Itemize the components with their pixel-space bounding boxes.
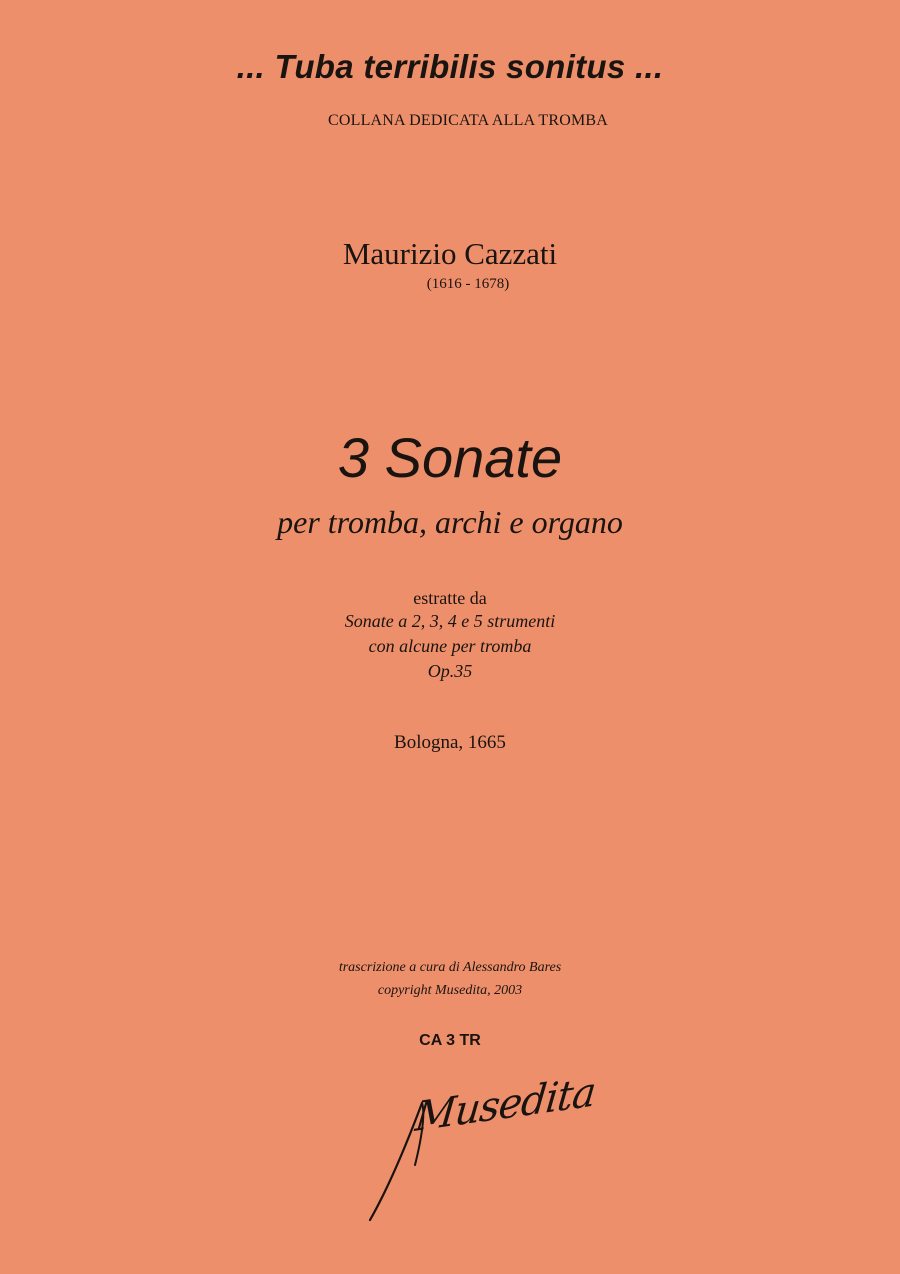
source-line-3: Op.35 [427,661,473,681]
source-line-2: con alcune per tromba [368,636,532,656]
series-subtitle: COLLANA DEDICATA ALLA TROMBA [327,112,609,129]
transcription-credit: trascrizione a cura di Alessandro Bares [338,960,562,975]
copyright-credit: copyright Musedita, 2003 [377,983,523,998]
composer-name: Maurizio Cazzati [342,236,558,271]
source-intro: estratte da [413,588,487,608]
work-subtitle: per tromba, archi e organo [277,504,623,540]
publication-place-year: Bologna, 1665 [394,732,506,753]
composer-dates: (1616 - 1678) [426,276,510,292]
series-title: ... Tuba terribilis sonitus ... [236,48,664,85]
work-title: 3 Sonate [337,426,563,489]
catalog-code: CA 3 TR [419,1032,481,1049]
source-line-1: Sonate a 2, 3, 4 e 5 strumenti [344,611,556,631]
musedita-logo-text: Musedita [413,1068,598,1142]
